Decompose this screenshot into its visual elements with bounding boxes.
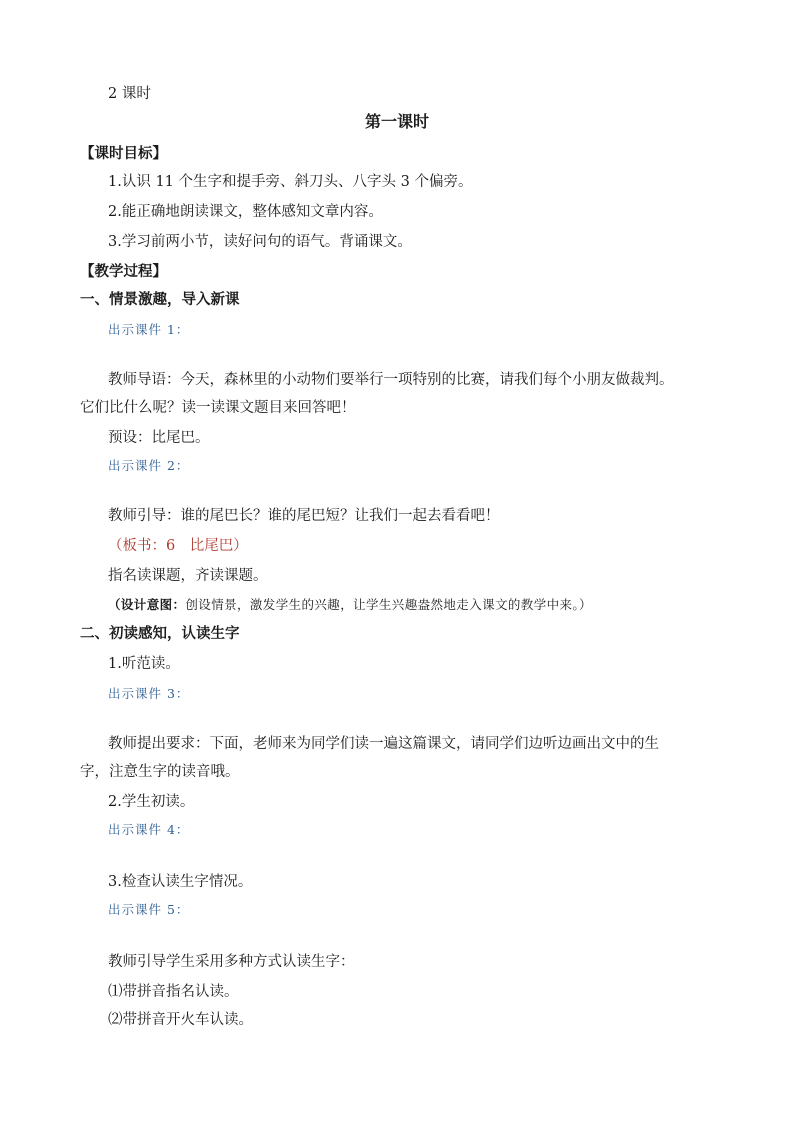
- lesson-count: 2 课时: [108, 86, 151, 102]
- preset-answer: 预设：比尾巴。: [108, 430, 210, 446]
- courseware-label-3: 出示课件 3：: [108, 686, 190, 701]
- design-intent-label: （设计意图：: [108, 597, 186, 612]
- methods-intro: 教师引导学生采用多种方式认读生字：: [108, 954, 355, 970]
- step-1: 1.听范读。: [108, 656, 180, 672]
- blackboard-note: （板书：6 比尾巴）: [108, 538, 248, 554]
- intro-paragraph-line-2: 它们比什么呢？读一读课文题目来回答吧！: [80, 400, 356, 416]
- courseware-label-4: 出示课件 4：: [108, 822, 190, 837]
- process-heading: 【教学过程】: [80, 263, 167, 280]
- step-3: 3.检查认读生字情况。: [108, 874, 253, 890]
- goal-item-2: 2.能正确地朗读课文，整体感知文章内容。: [108, 204, 383, 220]
- courseware-label-2: 出示课件 2：: [108, 458, 190, 473]
- requirement-paragraph-line-1: 教师提出要求：下面，老师来为同学们读一遍这篇课文，请同学们边听边画出文中的生: [108, 736, 659, 752]
- goal-item-1: 1.认识 11 个生字和提手旁、斜刀头、八字头 3 个偏旁。: [108, 174, 473, 190]
- courseware-label-5: 出示课件 5：: [108, 902, 190, 917]
- design-intent-text: 创设情景，激发学生的兴趣，让学生兴趣盎然地走入课文的教学中来。）: [185, 597, 592, 612]
- step-2: 2.学生初读。: [108, 794, 195, 810]
- intro-paragraph-line-1: 教师导语：今天，森林里的小动物们要举行一项特别的比赛，请我们每个小朋友做裁判。: [108, 372, 674, 388]
- read-title-instruction: 指名读课题，齐读课题。: [108, 568, 268, 584]
- method-item-1: ⑴带拼音指名认读。: [108, 984, 239, 1000]
- requirement-paragraph-line-2: 字，注意生字的读音哦。: [80, 764, 240, 780]
- method-item-2: ⑵带拼音开火车认读。: [108, 1012, 253, 1028]
- lesson-title: 第一课时: [364, 112, 429, 131]
- courseware-label-1: 出示课件 1：: [108, 322, 190, 337]
- section-heading-1: 一、情景激趣，导入新课: [80, 291, 240, 308]
- goals-heading: 【课时目标】: [80, 145, 167, 162]
- guide-paragraph: 教师引导：谁的尾巴长？谁的尾巴短？让我们一起去看看吧！: [108, 508, 500, 524]
- design-intent: [108, 595, 592, 615]
- goal-item-3: 3.学习前两小节，读好问句的语气。背诵课文。: [108, 234, 412, 250]
- section-heading-2: 二、初读感知，认读生字: [80, 625, 240, 642]
